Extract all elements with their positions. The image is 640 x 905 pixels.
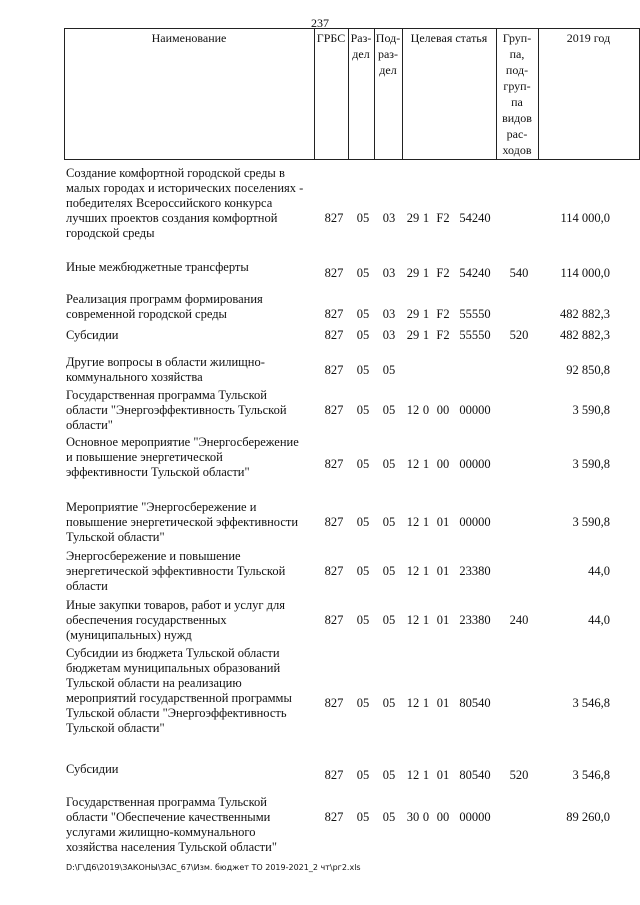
row-amount: 44,0: [588, 613, 610, 627]
header-year: 2019 год: [566, 31, 611, 45]
header-top-border: [64, 28, 640, 29]
row-target-code: 23380: [459, 613, 491, 627]
row-expense-group: 520: [509, 328, 529, 342]
row-amount: 89 260,0: [566, 810, 610, 824]
row-name: Субсидии: [66, 762, 119, 776]
row-grbs: 827: [324, 328, 344, 342]
row-grbs: 827: [324, 307, 344, 321]
row-target-subprogram: 1: [422, 328, 430, 342]
row-target-subprogram: 1: [422, 457, 430, 471]
row-podrazdel: 03: [382, 266, 396, 280]
row-target-code: 80540: [459, 696, 491, 710]
row-target-event: 01: [436, 696, 450, 710]
row-target-event: F2: [436, 307, 450, 321]
header-divider: [402, 28, 403, 160]
row-target-program: 12: [406, 696, 420, 710]
row-target-subprogram: 1: [422, 696, 430, 710]
row-podrazdel: 05: [382, 696, 396, 710]
header-razdel: Раз- дел: [350, 31, 372, 61]
row-target-code: 23380: [459, 564, 491, 578]
row-target-subprogram: 1: [422, 515, 430, 529]
row-podrazdel: 03: [382, 211, 396, 225]
row-podrazdel: 05: [382, 613, 396, 627]
row-amount: 114 000,0: [560, 211, 610, 225]
row-target-event: F2: [436, 211, 450, 225]
row-target-code: 00000: [459, 515, 491, 529]
table-header: [64, 28, 640, 160]
row-razdel: 05: [356, 328, 370, 342]
row-razdel: 05: [356, 515, 370, 529]
row-target-code: 00000: [459, 810, 491, 824]
row-grbs: 827: [324, 266, 344, 280]
row-expense-group: 520: [509, 768, 529, 782]
row-razdel: 05: [356, 457, 370, 471]
row-podrazdel: 05: [382, 457, 396, 471]
row-name: Энергосбережение и повышение энергетической эффективности Тульской области: [66, 549, 286, 593]
row-target-program: 12: [406, 457, 420, 471]
row-target-subprogram: 1: [422, 768, 430, 782]
row-amount: 482 882,3: [560, 307, 610, 321]
row-name: Другие вопросы в области жилищно- коммунального хозяйства: [66, 355, 265, 384]
row-podrazdel: 03: [382, 307, 396, 321]
header-bottom-border: [64, 159, 640, 160]
row-razdel: 05: [356, 613, 370, 627]
row-amount: 3 590,8: [572, 515, 610, 529]
row-grbs: 827: [324, 564, 344, 578]
header-podrazdel: Под- раз- дел: [375, 31, 401, 77]
row-target-subprogram: 1: [422, 613, 430, 627]
row-podrazdel: 05: [382, 768, 396, 782]
row-target-code: 00000: [459, 457, 491, 471]
header-divider: [64, 28, 65, 160]
row-name: Мероприятие "Энергосбережение и повышение энергетической эффективности Тульской области": [66, 500, 299, 544]
row-target-code: 00000: [459, 403, 491, 417]
row-name: Иные закупки товаров, работ и услуг для обеспечения государственных (муниципальных) нужд: [66, 598, 286, 642]
row-grbs: 827: [324, 696, 344, 710]
row-target-code: 54240: [459, 211, 491, 225]
row-target-program: 29: [406, 211, 420, 225]
row-podrazdel: 05: [382, 515, 396, 529]
row-target-program: 12: [406, 564, 420, 578]
row-name: Государственная программа Тульской области "Энергоэффективность Тульской области": [66, 388, 287, 432]
header-divider: [314, 28, 315, 160]
row-target-program: 12: [406, 403, 420, 417]
row-target-event: 00: [436, 810, 450, 824]
row-expense-group: 240: [509, 613, 529, 627]
row-razdel: 05: [356, 211, 370, 225]
row-target-program: 12: [406, 515, 420, 529]
row-target-subprogram: 0: [422, 810, 430, 824]
row-razdel: 05: [356, 564, 370, 578]
header-grbs: ГРБС: [316, 31, 346, 45]
row-name: Государственная программа Тульской области "Обеспечение качественными услугами жилищно-коммунального хозяйства населения Тульской области": [66, 795, 277, 854]
row-target-code: 55550: [459, 307, 491, 321]
row-razdel: 05: [356, 696, 370, 710]
row-target-subprogram: 1: [422, 307, 430, 321]
row-grbs: 827: [324, 363, 344, 377]
row-target-program: 30: [406, 810, 420, 824]
row-target-program: 12: [406, 613, 420, 627]
row-grbs: 827: [324, 403, 344, 417]
row-amount: 44,0: [588, 564, 610, 578]
row-target-code: 80540: [459, 768, 491, 782]
row-target-event: 01: [436, 768, 450, 782]
row-amount: 3 590,8: [572, 457, 610, 471]
row-podrazdel: 05: [382, 403, 396, 417]
row-razdel: 05: [356, 768, 370, 782]
header-divider: [538, 28, 539, 160]
row-podrazdel: 05: [382, 810, 396, 824]
row-grbs: 827: [324, 457, 344, 471]
file-path-footer: D:\Г\Д6\2019\ЗАКОНЫ\ЗАС_67\Изм. бюджет ТО 2019-2021_2 чт\рг2.xls: [66, 863, 361, 872]
row-amount: 482 882,3: [560, 328, 610, 342]
row-name: Основное мероприятие "Энергосбережение и повышение энергетической эффективности Тульской области": [66, 435, 299, 479]
row-target-event: 01: [436, 613, 450, 627]
row-grbs: 827: [324, 768, 344, 782]
row-amount: 92 850,8: [566, 363, 610, 377]
header-name: Наименование: [151, 31, 227, 45]
row-target-subprogram: 1: [422, 564, 430, 578]
row-podrazdel: 05: [382, 564, 396, 578]
row-grbs: 827: [324, 515, 344, 529]
row-grbs: 827: [324, 211, 344, 225]
row-grbs: 827: [324, 810, 344, 824]
row-target-event: 00: [436, 403, 450, 417]
row-target-event: 01: [436, 515, 450, 529]
row-razdel: 05: [356, 363, 370, 377]
row-amount: 3 546,8: [572, 696, 610, 710]
row-amount: 3 590,8: [572, 403, 610, 417]
row-amount: 3 546,8: [572, 768, 610, 782]
row-target-program: 29: [406, 307, 420, 321]
row-name: Иные межбюджетные трансферты: [66, 260, 249, 274]
row-name: Субсидии из бюджета Тульской области бюджетам муниципальных образований Тульской области на реализацию мероприятий государственной программы Тульской области "Энергоэффективность Тульской области": [66, 646, 292, 735]
row-name: Создание комфортной городской среды в малых городах и исторических поселениях - победителях Всероссийского конкурса лучших проектов создания комфортной городской среды: [66, 166, 304, 240]
row-grbs: 827: [324, 613, 344, 627]
row-podrazdel: 05: [382, 363, 396, 377]
row-target-subprogram: 1: [422, 211, 430, 225]
row-target-program: 29: [406, 328, 420, 342]
row-name: Реализация программ формирования современной городской среды: [66, 292, 263, 321]
header-expense-group: Груп- па, под- груп- па видов рас- ходов: [502, 31, 532, 157]
page-number: 237: [311, 16, 329, 30]
row-target-code: 54240: [459, 266, 491, 280]
header-target-article: Целевая статья: [410, 31, 488, 45]
row-target-event: 00: [436, 457, 450, 471]
row-target-code: 55550: [459, 328, 491, 342]
row-razdel: 05: [356, 810, 370, 824]
row-razdel: 05: [356, 266, 370, 280]
row-podrazdel: 03: [382, 328, 396, 342]
row-target-program: 29: [406, 266, 420, 280]
row-razdel: 05: [356, 403, 370, 417]
row-amount: 114 000,0: [560, 266, 610, 280]
row-name: Субсидии: [66, 328, 119, 342]
row-target-event: F2: [436, 266, 450, 280]
row-target-subprogram: 0: [422, 403, 430, 417]
row-expense-group: 540: [509, 266, 529, 280]
row-target-subprogram: 1: [422, 266, 430, 280]
row-target-event: F2: [436, 328, 450, 342]
row-target-event: 01: [436, 564, 450, 578]
row-target-program: 12: [406, 768, 420, 782]
row-razdel: 05: [356, 307, 370, 321]
